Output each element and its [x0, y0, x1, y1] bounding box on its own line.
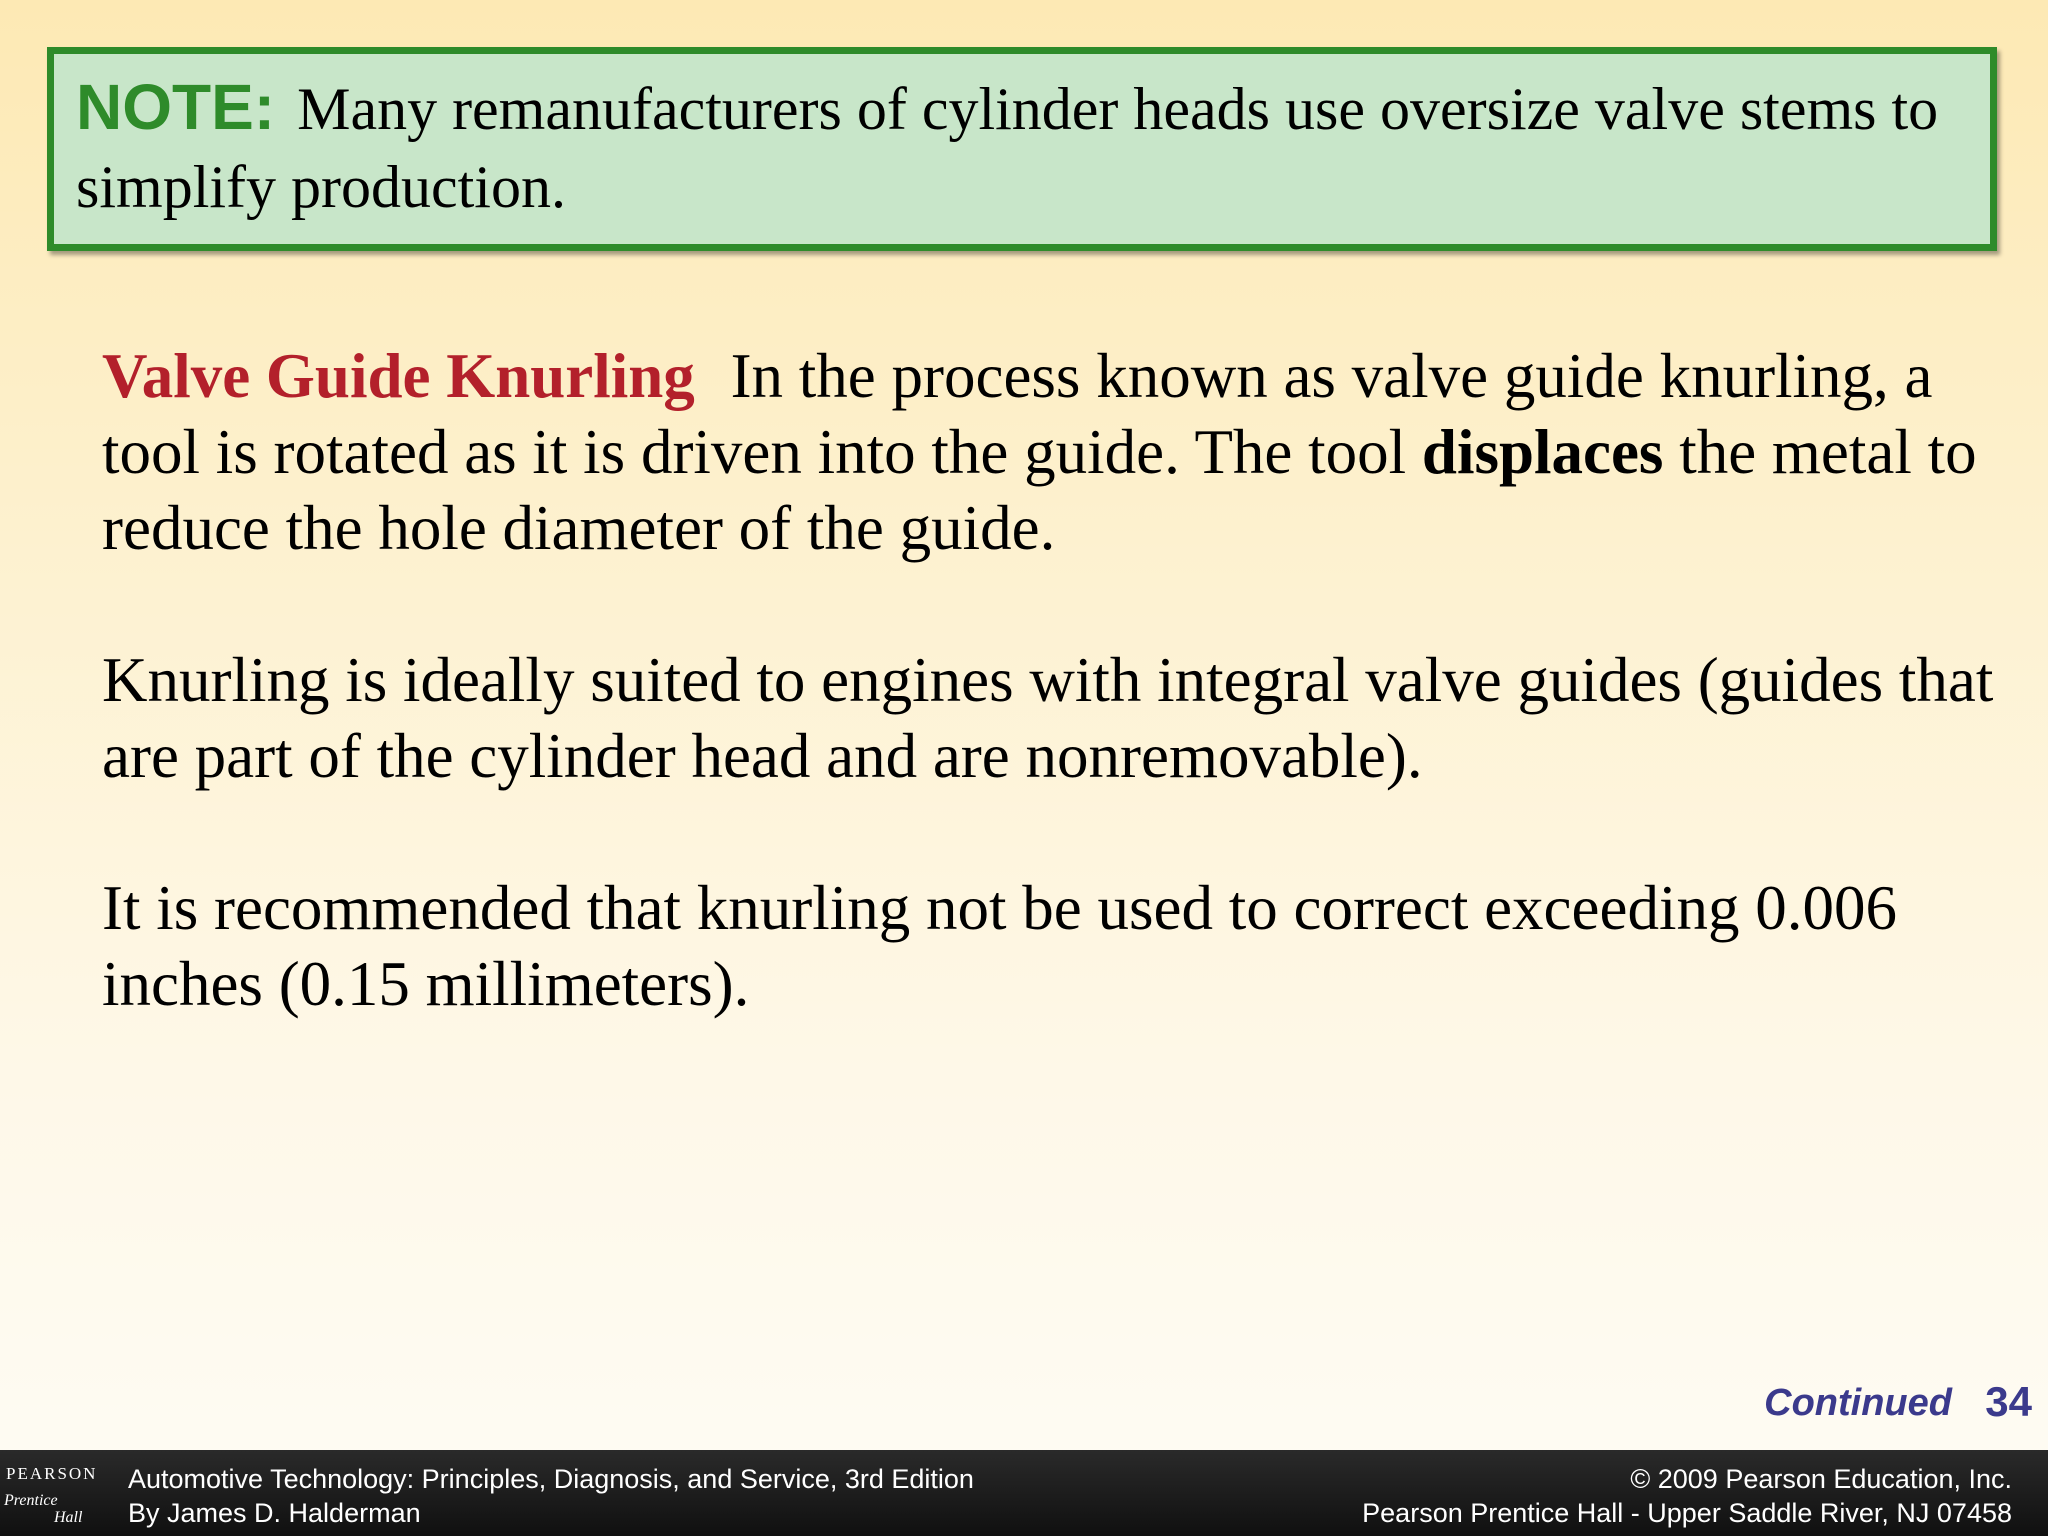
- book-title: Automotive Technology: Principles, Diagnosis, and Service, 3rd Edition: [128, 1464, 974, 1494]
- copyright: © 2009 Pearson Education, Inc.: [1630, 1464, 2012, 1494]
- para1-bold-word: displaces: [1421, 417, 1664, 487]
- note-text: Many remanufacturers of cylinder heads use oversize valve stems to simplify production.: [76, 76, 1939, 220]
- continued-label: Continued: [1764, 1382, 1952, 1424]
- footer-bar: [0, 1450, 2048, 1536]
- paragraph-recommendation: It is recommended that knurling not be used to correct exceeding 0.006 inches (0.15 millimeters).: [102, 873, 1897, 1019]
- paragraph-integral-guides: Knurling is ideally suited to engines with integral valve guides (guides that are part of the cylinder head and are nonremovable).: [102, 645, 1994, 791]
- logo-line-1: Prentice: [4, 1492, 58, 1509]
- logo-line-2: Hall: [54, 1509, 83, 1526]
- para1-text-after: the metal to reduce the hole diameter of the guide.: [102, 417, 1977, 563]
- body-text: [102, 338, 2002, 1022]
- pearson-prentice-hall-logo: [0, 1458, 104, 1532]
- footer-book-info: [128, 1462, 974, 1530]
- publisher-address: Pearson Prentice Hall - Upper Saddle River, NJ 07458: [1362, 1498, 2012, 1528]
- book-author: By James D. Halderman: [128, 1498, 421, 1528]
- paragraph-knurling: [102, 338, 2002, 566]
- section-heading: Valve Guide Knurling: [102, 341, 695, 411]
- logo-pearson-text: PEARSON: [6, 1464, 98, 1483]
- para1-text-before: In the process known as valve guide knurling, a tool is rotated as it is driven into the guide. The tool: [102, 341, 1933, 487]
- note-paragraph: [76, 68, 1970, 226]
- note-box: [47, 47, 1997, 251]
- page-number: 34: [1985, 1378, 2032, 1425]
- logo-prentice-hall-text: [4, 1492, 100, 1526]
- note-label: NOTE:: [76, 71, 276, 143]
- footer-publisher-info: [1362, 1462, 2012, 1530]
